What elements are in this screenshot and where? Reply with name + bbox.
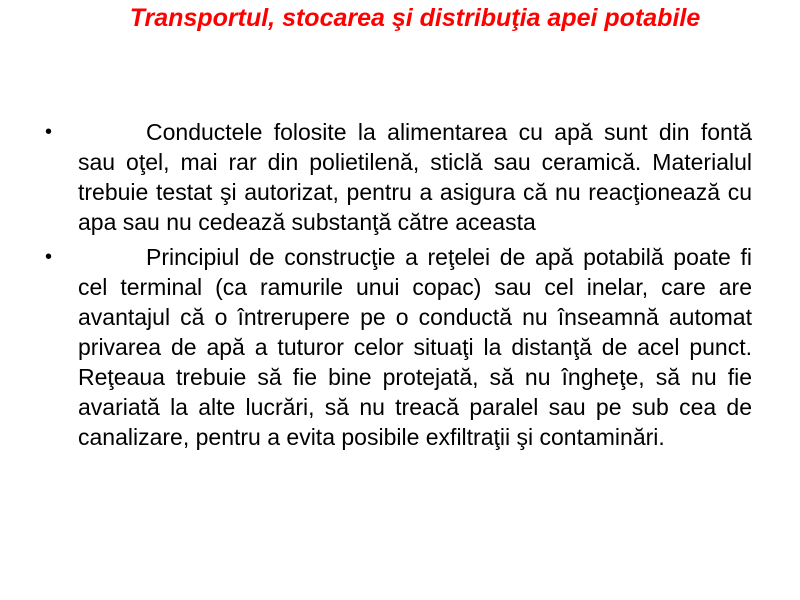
bullet-list (0, 117, 800, 452)
bullet-text: Conductele folosite la alimentarea cu apă sunt din fontă sau oţel, mai rar din polietilenă, sticlă sau ceramică. Materialul trebuie testat şi autorizat, pentru a asigura că nu reacţionează cu apa sau nu cedează substanţă către aceasta (78, 119, 752, 235)
bullet-item (0, 117, 800, 237)
bullet-item (0, 242, 800, 452)
bullet-text: Principiul de construcţie a reţelei de apă potabilă poate fi cel terminal (ca ramurile unui copac) sau cel inelar, care are avantajul că o întrerupere pe o conductă nu înseamnă automat privarea de apă a tuturor celor situaţi la distanţă de acel punct. Reţeaua trebuie să fie bine protejată, să nu îngheţe, să nu fie avariată la alte lucrări, să nu treacă paralel sau pe sub cea de canalizare, pentru a evita posibile exfiltraţii şi contaminări. (78, 244, 752, 450)
slide-title: Transportul, stocarea şi distribuţia apei potabile (129, 4, 701, 32)
bullet-icon: • (45, 121, 53, 143)
bullet-icon: • (45, 246, 53, 268)
